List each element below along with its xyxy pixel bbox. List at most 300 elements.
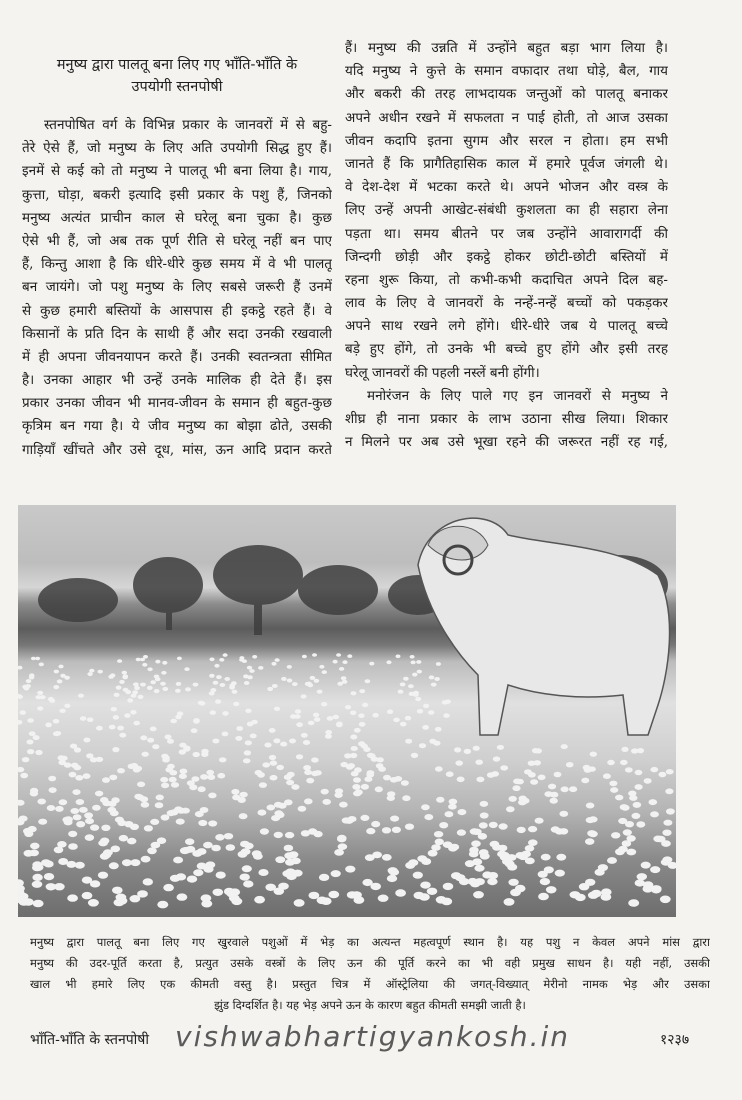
sheep bbox=[58, 755, 65, 760]
sheep bbox=[663, 820, 672, 826]
sheep bbox=[222, 711, 228, 716]
sheep bbox=[154, 689, 160, 693]
sheep bbox=[402, 795, 410, 801]
sheep bbox=[355, 789, 363, 795]
sheep bbox=[361, 744, 368, 749]
sheep bbox=[544, 791, 552, 797]
sheep bbox=[24, 831, 33, 837]
sheep bbox=[109, 862, 119, 869]
sheep bbox=[416, 660, 421, 664]
sheep bbox=[193, 719, 200, 724]
sheep bbox=[133, 682, 139, 686]
sheep bbox=[382, 854, 392, 861]
sheep bbox=[390, 816, 399, 822]
sheep bbox=[183, 746, 190, 751]
text-line: जीवन कदापि इतना सुगम और सरल न होता। हम सभी bbox=[345, 132, 668, 149]
sheep bbox=[83, 773, 91, 779]
sheep bbox=[623, 829, 632, 835]
sheep bbox=[603, 773, 611, 779]
sheep bbox=[114, 693, 120, 697]
sheep bbox=[443, 883, 454, 890]
sheep bbox=[421, 858, 431, 865]
sheep bbox=[540, 878, 550, 885]
sheep bbox=[458, 809, 467, 815]
sheep bbox=[662, 830, 671, 836]
sheep bbox=[53, 719, 60, 724]
sheep bbox=[117, 897, 128, 905]
sheep bbox=[162, 755, 169, 760]
sheep bbox=[90, 824, 99, 830]
sheep bbox=[296, 722, 303, 727]
sheep bbox=[305, 682, 311, 686]
sheep bbox=[264, 743, 271, 748]
sheep bbox=[48, 776, 56, 782]
sheep bbox=[147, 847, 157, 854]
sheep bbox=[439, 822, 448, 828]
sheep bbox=[321, 789, 329, 795]
sheep bbox=[620, 804, 629, 810]
sheep bbox=[270, 760, 278, 765]
sheep bbox=[411, 753, 418, 758]
sheep bbox=[620, 760, 628, 765]
sheep bbox=[267, 805, 276, 811]
sheep bbox=[351, 691, 357, 695]
sheep bbox=[309, 892, 320, 899]
sheep bbox=[314, 770, 322, 775]
sheep bbox=[201, 900, 212, 908]
sheep bbox=[651, 885, 662, 892]
left-column bbox=[22, 114, 332, 462]
sheep bbox=[274, 707, 280, 711]
sheep bbox=[85, 834, 94, 841]
sheep bbox=[427, 888, 438, 895]
sheep bbox=[110, 673, 115, 677]
sheep bbox=[337, 836, 346, 843]
sheep bbox=[39, 663, 44, 667]
sheep bbox=[53, 685, 59, 689]
sheep bbox=[631, 748, 638, 753]
sheep bbox=[454, 747, 461, 752]
sheep bbox=[285, 859, 295, 866]
sheep bbox=[134, 686, 140, 690]
sheep bbox=[150, 680, 156, 684]
sheep bbox=[75, 775, 83, 781]
sheep bbox=[650, 811, 659, 817]
sheep bbox=[480, 812, 489, 818]
sheep bbox=[116, 686, 122, 690]
sheep bbox=[35, 657, 40, 661]
sheep bbox=[269, 728, 276, 733]
sheep bbox=[589, 831, 598, 837]
sheep bbox=[423, 704, 429, 708]
sheep bbox=[470, 828, 479, 834]
sheep bbox=[500, 852, 510, 859]
sheep bbox=[282, 870, 292, 877]
sheep bbox=[400, 682, 406, 686]
sheep bbox=[393, 718, 400, 723]
sheep bbox=[302, 655, 307, 659]
sheep bbox=[661, 840, 671, 847]
sheep bbox=[473, 746, 480, 751]
sheep bbox=[434, 677, 440, 681]
sheep bbox=[212, 739, 219, 744]
sheep bbox=[644, 778, 652, 784]
sheep bbox=[411, 661, 416, 665]
sheep bbox=[240, 841, 250, 848]
sheep bbox=[259, 782, 267, 788]
sheep bbox=[504, 898, 515, 906]
sheep bbox=[191, 728, 198, 733]
sheep bbox=[46, 883, 57, 890]
sheep bbox=[581, 778, 589, 784]
sheep bbox=[176, 682, 182, 686]
sheep bbox=[378, 895, 389, 902]
sheep bbox=[328, 891, 339, 898]
sheep bbox=[650, 767, 658, 772]
sheep bbox=[83, 738, 90, 743]
sheep bbox=[436, 662, 441, 666]
sheep bbox=[69, 772, 77, 778]
sheep bbox=[270, 775, 278, 781]
sheep bbox=[590, 752, 597, 757]
text-line: जिन्दगी छोड़ी और इकट्ठे होकर छोटी-छोटी बस्तियों में bbox=[345, 248, 668, 265]
sheep bbox=[222, 732, 229, 737]
sheep bbox=[308, 721, 315, 726]
sheep bbox=[336, 722, 343, 727]
sheep bbox=[84, 812, 93, 818]
sheep bbox=[20, 710, 26, 715]
sheep bbox=[252, 655, 257, 659]
sheep bbox=[570, 891, 581, 898]
text-line: लाव के लिए वे जानवरों के नन्हें-नन्हें बच्चों को पकड़कर bbox=[345, 295, 668, 312]
sheep bbox=[292, 870, 302, 877]
sheep bbox=[20, 773, 28, 779]
sheep bbox=[618, 846, 628, 853]
sheep bbox=[37, 706, 43, 710]
sheep bbox=[76, 799, 85, 805]
sheep bbox=[276, 765, 284, 770]
sheep bbox=[471, 840, 481, 847]
sheep bbox=[335, 788, 343, 794]
sheep bbox=[150, 727, 157, 732]
sheep bbox=[124, 713, 130, 718]
sheep bbox=[561, 786, 569, 792]
sheep bbox=[137, 782, 145, 788]
sheep bbox=[57, 679, 63, 683]
sheep bbox=[140, 658, 145, 662]
sheep bbox=[344, 753, 351, 758]
sheep bbox=[122, 671, 127, 675]
sheep bbox=[359, 689, 365, 693]
sheep bbox=[165, 735, 172, 740]
sheep bbox=[396, 655, 401, 659]
sheep bbox=[176, 819, 185, 825]
sheep bbox=[420, 882, 431, 889]
sheep bbox=[487, 772, 495, 778]
text-line: लिए उन्हें अपनी आखेट-संबंधी कुशलता का ही सहारा लेना bbox=[345, 202, 668, 219]
sheep bbox=[82, 892, 93, 899]
sheep bbox=[254, 896, 265, 904]
sheep bbox=[96, 726, 103, 731]
sheep bbox=[226, 844, 236, 851]
sheep bbox=[532, 748, 539, 753]
text-line: जानते हैं कि प्रागैतिहासिक काल में हमारे पूर्वज जंगली थे। bbox=[345, 155, 668, 172]
text-line: मनुष्य अत्यंत प्राचीन काल से घरेलू बना चुका है। कुछ bbox=[22, 209, 332, 226]
sheep bbox=[111, 797, 119, 803]
sheep bbox=[408, 684, 414, 688]
sheep bbox=[272, 684, 278, 688]
sheep bbox=[304, 770, 312, 775]
sheep bbox=[499, 823, 508, 829]
sheep bbox=[262, 762, 270, 767]
sheep bbox=[239, 813, 248, 819]
text-line: रहना शुरू किया, तो कभी-कभी कदाचित अपने दिल बह- bbox=[345, 271, 668, 288]
sheep bbox=[389, 869, 399, 876]
sheep bbox=[71, 763, 79, 768]
sheep bbox=[550, 798, 558, 804]
sheep bbox=[32, 881, 43, 888]
sheep bbox=[413, 693, 419, 697]
sheep bbox=[641, 862, 651, 869]
sheep bbox=[37, 691, 43, 695]
sheep bbox=[119, 680, 125, 684]
sheep bbox=[435, 839, 444, 846]
sheep bbox=[200, 807, 209, 813]
sheep bbox=[339, 802, 348, 808]
sheep bbox=[252, 850, 262, 857]
sheep bbox=[322, 799, 331, 805]
sheep bbox=[211, 845, 221, 852]
sheep bbox=[342, 660, 347, 664]
sheep bbox=[469, 851, 479, 858]
sheep bbox=[187, 876, 197, 883]
sheep bbox=[213, 681, 219, 685]
sheep bbox=[478, 833, 487, 840]
sheep bbox=[35, 695, 41, 699]
sheep bbox=[528, 826, 537, 832]
text-line: अपने अधीन रखने में सफलता न पाई होती, तो आज उसका bbox=[345, 109, 668, 126]
sheep bbox=[294, 899, 305, 907]
sheep bbox=[38, 819, 47, 825]
sheep bbox=[292, 682, 298, 686]
text-line: घरेलू जानवरों की पहली नस्लें बनी होंगी। bbox=[345, 364, 540, 381]
sheep bbox=[555, 828, 564, 834]
sheep bbox=[235, 736, 242, 741]
sheep bbox=[633, 802, 642, 808]
sheep bbox=[174, 806, 183, 812]
sheep bbox=[487, 878, 497, 885]
sheep bbox=[184, 667, 189, 671]
text-line: बन जायंगे। जो पशु मनुष्य के लिए सबसे जरूरी हैं उनमें bbox=[22, 279, 332, 296]
sheep bbox=[177, 893, 188, 900]
sheep bbox=[382, 827, 391, 833]
sheep bbox=[508, 879, 518, 886]
sheep bbox=[70, 744, 77, 749]
sheep bbox=[480, 853, 490, 860]
watermark: vishwabhartigyankosh.in bbox=[175, 1020, 571, 1053]
sheep bbox=[284, 774, 292, 780]
sheep bbox=[213, 889, 224, 896]
sheep bbox=[64, 819, 73, 825]
sheep bbox=[435, 766, 443, 771]
sheep bbox=[365, 854, 375, 861]
sheep bbox=[100, 797, 108, 803]
sheep bbox=[162, 661, 167, 665]
sheep bbox=[162, 687, 168, 691]
sheep bbox=[610, 787, 618, 793]
text-line: बड़े हुए होंगे, तो उनके भी बच्चे हुए होंगे और इसी तरह bbox=[345, 341, 668, 358]
title-line-1: मनुष्य द्वारा पालतू बना लिए गए भाँति-भाँति के bbox=[56, 57, 298, 73]
sheep bbox=[66, 861, 76, 868]
sheep bbox=[607, 857, 617, 864]
sheep bbox=[475, 760, 483, 765]
sheep bbox=[111, 707, 117, 711]
sheep bbox=[435, 727, 442, 732]
sheep bbox=[209, 658, 214, 662]
sheep bbox=[193, 869, 203, 876]
sheep bbox=[298, 806, 307, 812]
sheep bbox=[115, 817, 124, 823]
sheep bbox=[64, 676, 70, 680]
sheep bbox=[493, 756, 500, 761]
sheep bbox=[78, 694, 84, 698]
sheep bbox=[341, 676, 347, 680]
sheep bbox=[566, 762, 574, 767]
sheep bbox=[214, 664, 219, 668]
sheep bbox=[301, 830, 310, 836]
sheep bbox=[87, 672, 92, 676]
sheep bbox=[206, 770, 214, 775]
sheep bbox=[161, 783, 169, 789]
sheep bbox=[515, 885, 526, 892]
sheep bbox=[398, 690, 404, 694]
sheep bbox=[653, 836, 662, 843]
sheep bbox=[274, 888, 285, 895]
sheep bbox=[428, 710, 434, 715]
sheep bbox=[321, 897, 332, 905]
sheep bbox=[208, 793, 216, 799]
sheep bbox=[289, 851, 299, 858]
sheep bbox=[500, 765, 508, 770]
sheep bbox=[405, 862, 415, 869]
sheep bbox=[387, 875, 397, 882]
sheep bbox=[53, 731, 60, 736]
sheep bbox=[133, 721, 140, 726]
sheep bbox=[345, 818, 354, 824]
sheep bbox=[119, 733, 126, 738]
sheep bbox=[35, 750, 42, 755]
sheep bbox=[203, 866, 213, 873]
sheep bbox=[88, 899, 99, 907]
sheep bbox=[448, 804, 457, 810]
sheep bbox=[519, 796, 527, 802]
sheep bbox=[130, 859, 140, 866]
sheep bbox=[87, 717, 94, 722]
sheep bbox=[30, 843, 40, 850]
sheep bbox=[22, 685, 28, 689]
sheep bbox=[134, 766, 142, 771]
sheep bbox=[287, 665, 292, 669]
sheep bbox=[621, 747, 628, 752]
sheep bbox=[303, 740, 310, 745]
sheep bbox=[176, 873, 186, 880]
sheep bbox=[310, 676, 316, 680]
sheep bbox=[541, 854, 551, 861]
sheep bbox=[473, 891, 484, 898]
sheep bbox=[22, 757, 30, 762]
sheep bbox=[27, 718, 34, 723]
sheep bbox=[405, 824, 414, 830]
sheep bbox=[152, 744, 159, 749]
sheep bbox=[417, 670, 422, 674]
sheep bbox=[506, 806, 515, 812]
sheep bbox=[173, 857, 183, 864]
sheep bbox=[659, 772, 667, 778]
sheep bbox=[413, 872, 423, 879]
sheep bbox=[147, 738, 154, 743]
sheep bbox=[245, 740, 252, 745]
sheep bbox=[362, 703, 368, 707]
sheep bbox=[538, 871, 548, 878]
sheep bbox=[177, 711, 183, 716]
sheep bbox=[607, 760, 615, 765]
sheep bbox=[422, 725, 429, 730]
sheep bbox=[59, 799, 68, 805]
caption-line: खाल भी हमारे लिए एक कीमती वस्तु है। प्रस्तुत चित्र में ऑस्ट्रेलिया की जगत्-विख्यात् मेरीनो नामक भेड़ और उसका bbox=[30, 977, 710, 991]
sheep bbox=[405, 716, 412, 721]
sheep bbox=[538, 775, 546, 781]
sheep bbox=[479, 822, 488, 828]
page-number: १२३७ bbox=[660, 1032, 690, 1048]
sheep bbox=[85, 818, 94, 824]
text-line: अपने साथ रखने लगे होंगे। धीरे-धीरे जब ये पालतू बच्चे bbox=[345, 318, 668, 335]
sheep bbox=[210, 710, 216, 715]
article-title bbox=[22, 54, 332, 98]
sheep bbox=[628, 899, 639, 907]
sheep bbox=[269, 755, 276, 760]
sheep bbox=[233, 702, 239, 706]
sheep bbox=[626, 849, 636, 856]
sheep bbox=[232, 690, 238, 694]
sheep bbox=[431, 683, 437, 687]
sheep bbox=[255, 770, 263, 775]
sheep bbox=[109, 775, 117, 781]
sheep bbox=[303, 765, 311, 770]
sheep bbox=[311, 757, 319, 762]
sheep bbox=[229, 894, 240, 901]
sheep bbox=[247, 722, 254, 727]
sheep-flock-illustration bbox=[18, 505, 676, 917]
caption-line: मनुष्य की उदर-पूर्ति करता है, प्रत्युत उसके वस्त्रों के लिए ऊन की पूर्ति करने का भी वही प्रमुख साधन है। यही नहीं, उसकी bbox=[30, 956, 710, 970]
sheep bbox=[180, 769, 188, 774]
sheep bbox=[304, 798, 313, 804]
sheep bbox=[73, 814, 82, 820]
sheep bbox=[281, 677, 287, 681]
sheep bbox=[244, 681, 250, 685]
sheep bbox=[27, 749, 34, 754]
sheep bbox=[366, 772, 374, 778]
sheep bbox=[157, 837, 166, 844]
sheep bbox=[662, 856, 672, 863]
sheep bbox=[142, 663, 147, 667]
sheep bbox=[224, 677, 230, 681]
text-line: और बकरी की तरह लाभदायक जन्तुओं को पालतू बनाकर bbox=[345, 86, 668, 103]
sheep bbox=[632, 813, 641, 819]
sheep bbox=[92, 805, 101, 811]
sheep bbox=[376, 763, 384, 768]
sheep bbox=[387, 795, 395, 801]
sheep bbox=[241, 848, 251, 855]
